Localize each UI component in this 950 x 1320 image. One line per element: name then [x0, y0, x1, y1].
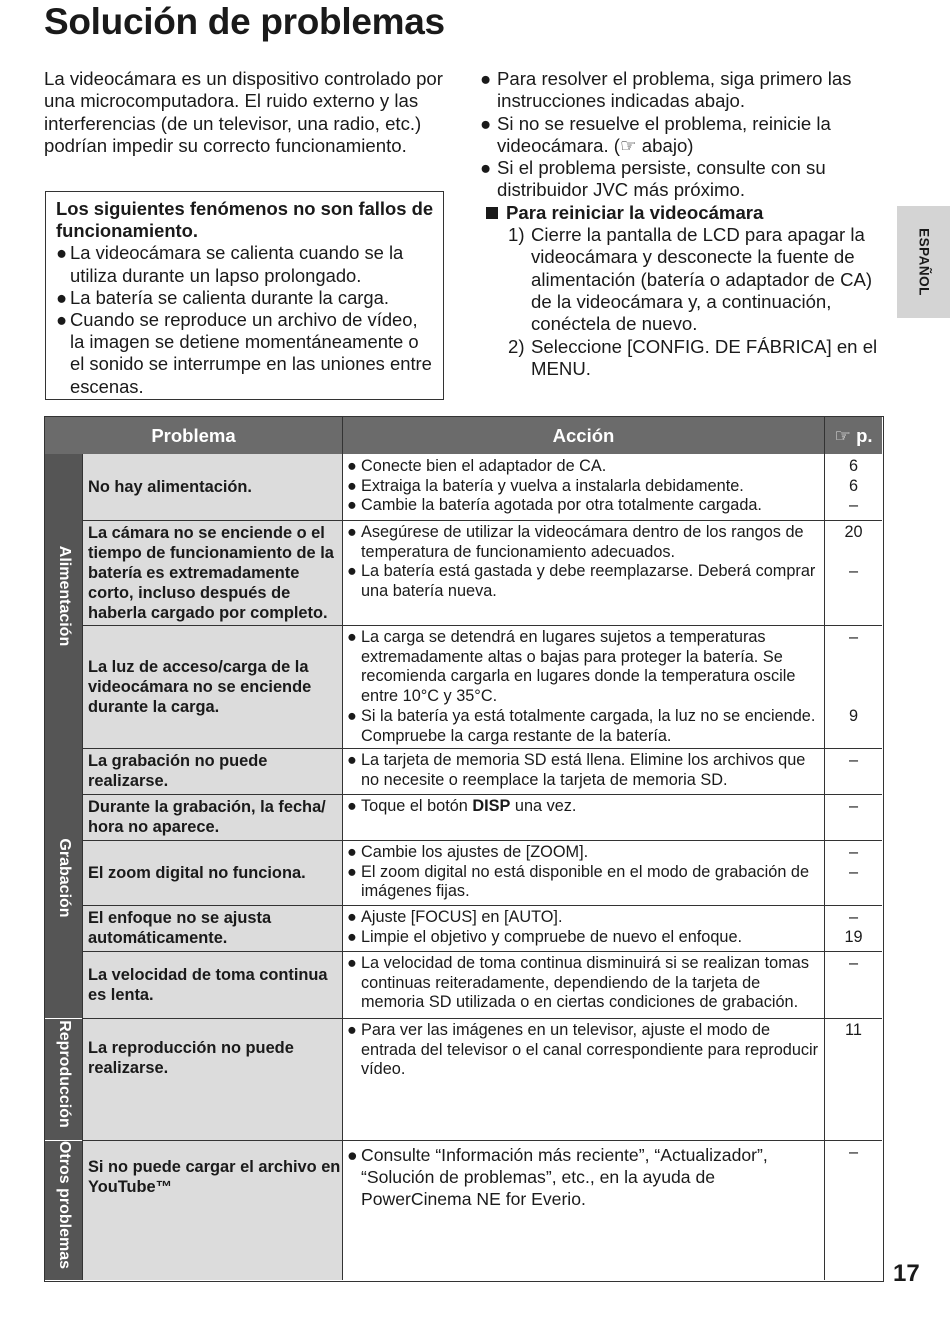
page-cell: – — [824, 951, 882, 1018]
instruction-bullet: ● Si el problema persiste, consulte con su distribuidor JVC más próximo. — [480, 157, 826, 201]
page-cell: – 9 — [824, 625, 882, 748]
page-cell: 11 — [824, 1018, 882, 1140]
category-other: Otros problemas — [45, 1140, 82, 1280]
reset-step: 1) Cierre la pantalla de LCD para apagar la videocámara y desconecte la fuente de alimentación (batería o adaptador de CA) de la videocámara y, a continuación, conéctela de nuevo. — [508, 224, 873, 335]
instructions-column — [480, 68, 880, 380]
row-divider — [82, 840, 882, 841]
header-action: Acción — [342, 417, 824, 454]
header-problem: Problema — [45, 417, 342, 454]
page-cell: – — [824, 1140, 882, 1280]
category-playback: Reproducción — [45, 1018, 82, 1140]
action-cell: ● Toque el botón DISP una vez. — [342, 794, 824, 840]
page-title: Solución de problemas — [44, 1, 445, 42]
note-heading: Los siguientes fenómenos no son fallos de funcionamiento. — [56, 198, 434, 242]
action-cell: ● La velocidad de toma continua disminuirá si se realizan tomas continuas reiteradamente, dependiendo de la tarjeta de memoria SD utilizada o en ciertas condiciones de grabación. — [342, 951, 824, 1018]
language-tab: ESPAÑOL — [897, 206, 950, 318]
note-item: ● Cuando se reproduce un archivo de vídeo, la imagen se detiene momentáneamente o el sonido se interrumpe en las uniones entre escenas. — [56, 309, 432, 397]
row-divider — [82, 1140, 882, 1141]
action-cell: ● La tarjeta de memoria SD está llena. Elimine los archivos que no necesite o reemplace la tarjeta de memoria SD. — [342, 748, 824, 794]
row-divider — [82, 520, 882, 521]
page-number: 17 — [893, 1260, 920, 1287]
problem-cell: La luz de acceso/carga de la videocámara no se enciende durante la carga. — [82, 625, 342, 748]
category-power: Alimentación — [45, 454, 82, 748]
row-divider — [82, 794, 882, 795]
row-divider — [82, 748, 882, 749]
page-cell: – – — [824, 840, 882, 905]
action-cell: ● Conecte bien el adaptador de CA. ● Extraiga la batería y vuelva a instalarla debidamente. ● Cambie la batería agotada por otra totalmente cargada. — [342, 454, 824, 520]
instruction-bullet: ● Para resolver el problema, siga primero las instrucciones indicadas abajo. — [480, 68, 852, 112]
problem-cell: La reproducción no puede realizarse. — [82, 1018, 342, 1140]
problem-cell: Si no puede cargar el archivo en YouTube™ — [82, 1140, 342, 1280]
square-bullet-icon — [486, 207, 498, 219]
note-item: ● La batería se calienta durante la carga. — [56, 286, 389, 308]
note-item: ● La videocámara se calienta cuando se la utiliza durante un lapso prolongado. — [56, 242, 404, 286]
header-page: ☞ p. — [824, 417, 882, 454]
problem-cell: Durante la grabación, la fecha/ hora no aparece. — [82, 794, 342, 840]
reset-step: 2) Seleccione [CONFIG. DE FÁBRICA] en el MENU. — [508, 335, 878, 379]
troubleshooting-table — [44, 416, 884, 1282]
instruction-bullet: ● Si no se resuelve el problema, reinicie la videocámara. (☞ abajo) — [480, 112, 831, 156]
action-cell: ● Asegúrese de utilizar la videocámara dentro de los rangos de temperatura de funcionamiento adecuados. ● La batería está gastada y debe reemplazarse. Deberá comprar una batería nueva. — [342, 520, 824, 625]
row-divider — [82, 625, 882, 626]
page-cell: 20 – — [824, 520, 882, 625]
action-cell: ● Para ver las imágenes en un televisor, ajuste el modo de entrada del televisor o el canal correspondiente para reproducir vídeo. — [342, 1018, 824, 1140]
problem-cell: La velocidad de toma continua es lenta. — [82, 951, 342, 1018]
page-cell: – — [824, 748, 882, 794]
action-cell: ● Ajuste [FOCUS] en [AUTO]. ● Limpie el objetivo y compruebe de nuevo el enfoque. — [342, 905, 824, 951]
action-cell: ● La carga se detendrá en lugares sujetos a temperaturas extremadamente altas o bajas para proteger la batería. Se recomienda cargarla en lugares donde la temperatura oscile entre 10°C y 35°C. ● Si la batería ya está totalmente cargada, la luz no se enciende. Compruebe la carga restante de la batería. — [342, 625, 824, 748]
row-divider — [82, 1018, 882, 1019]
action-cell: ● Consulte “Información más reciente”, “Actualizador”, “Solución de problemas”, etc., en la ayuda de PowerCinema NE for Everio. — [342, 1140, 824, 1280]
reset-heading: Para reiniciar la videocámara — [480, 202, 880, 224]
page-cell: 6 6 – — [824, 454, 882, 520]
problem-cell: La grabación no puede realizarse. — [82, 748, 342, 794]
page-cell: – — [824, 794, 882, 840]
problem-cell: La cámara no se enciende o el tiempo de funcionamiento de la batería es extremadamente corto, incluso después de haberla cargado por completo. — [82, 520, 342, 625]
row-divider — [82, 905, 882, 906]
problem-cell: El zoom digital no funciona. — [82, 840, 342, 905]
action-cell: ● Cambie los ajustes de [ZOOM]. ● El zoom digital no está disponible en el modo de grabación de imágenes fijas. — [342, 840, 824, 905]
row-divider — [82, 951, 882, 952]
problem-cell: El enfoque no se ajusta automáticamente. — [82, 905, 342, 951]
problem-cell: No hay alimentación. — [82, 454, 342, 520]
note-box — [45, 191, 444, 400]
category-recording: Grabación — [45, 748, 82, 1018]
page-cell: – 19 — [824, 905, 882, 951]
intro-paragraph: La videocámara es un dispositivo controlado por una microcomputadora. El ruido externo y las interferencias (de un televisor, una radio, etc.) podrían impedir su correcto funcionamiento. — [44, 68, 443, 156]
